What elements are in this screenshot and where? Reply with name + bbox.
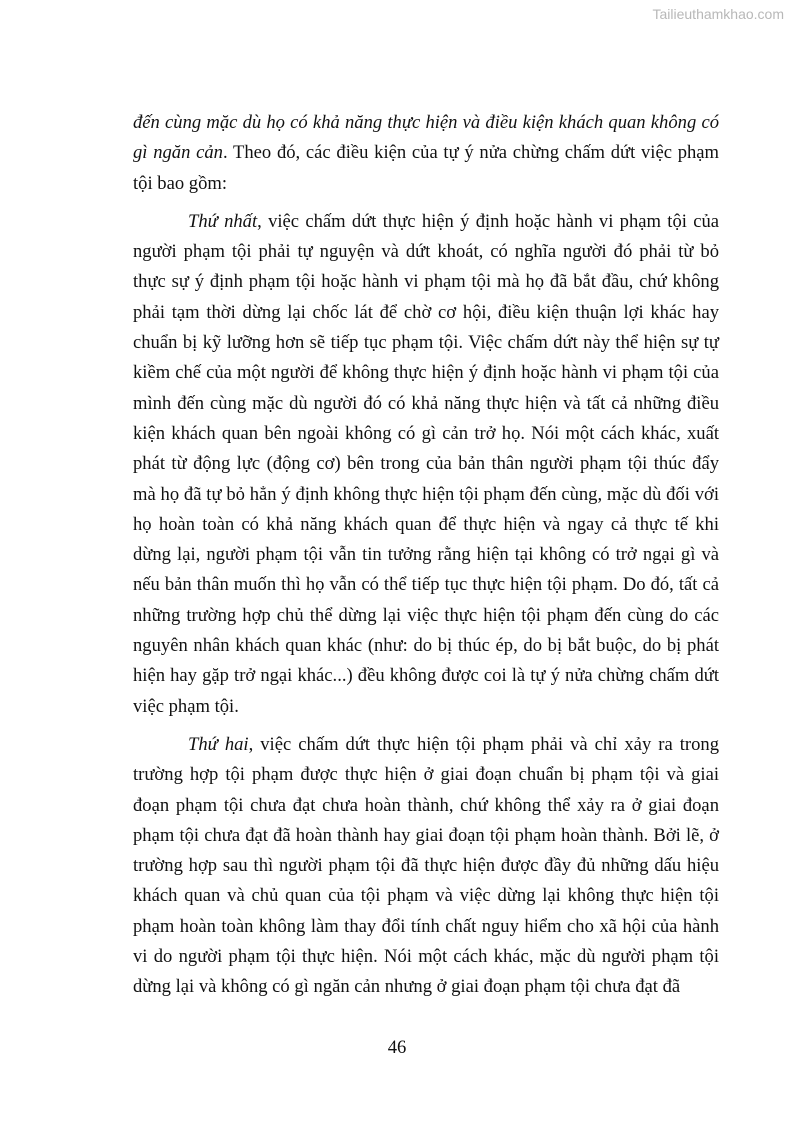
page-number: 46 [387,1037,407,1058]
paragraph-intro-italic: đến cùng mặc dù họ có khả năng thực hiện và điều kiện khách quan không có gì ngăn cản [133,112,719,164]
paragraph-second-text: , việc chấm dứt thực hiện tội phạm phải và chỉ xảy ra trong trường hợp tội phạm được thực hiện ở giai đoạn chuẩn bị phạm tội và giai đoạn phạm tội chưa đạt chưa hoàn thành, chứ không thể xảy ra ở giai đoạn phạm tội chưa đạt đã hoàn thành hay giai đoạn tội phạm hoàn thành. Bởi lẽ, ở trường hợp sau thì người phạm tội đã thực hiện được đầy đủ những dấu hiệu khách quan và chủ quan của tội phạm và việc dừng lại không thực hiện tội phạm hoàn toàn không làm thay đổi tính chất nguy hiểm cho xã hội của hành vi do người phạm tội thực hiện. Nói một cách khác, mặc dù người phạm tội dừng lại và không có gì ngăn cản nhưng ở giai đoạn phạm tội chưa đạt đã [133,733,719,998]
watermark-text: Tailieuthamkhao.com [652,6,784,22]
paragraph-second-heading: Thứ hai [188,733,249,755]
paragraph-second-condition [133,730,719,1003]
paragraph-first-heading: Thứ nhất [188,210,258,232]
document-body [133,108,719,1011]
paragraph-first-text: , việc chấm dứt thực hiện ý định hoặc hành vi phạm tội của người phạm tội phải tự nguyện và dứt khoát, có nghĩa người đó phải từ bỏ thực sự ý định phạm tội hoặc hành vi phạm tội mà họ đã bắt đầu, chứ không phải tạm thời dừng lại chốc lát để chờ cơ hội, điều kiện thuận lợi khác hay chuẩn bị kỹ lưỡng hơn sẽ tiếp tục phạm tội. Việc chấm dứt này thể hiện sự tự kiềm chế của một người để không thực hiện ý định hoặc hành vi phạm tội của mình đến cùng mặc dù người đó có khả năng thực hiện và tất cả những điều kiện khách quan bên ngoài không có gì cản trở họ. Nói một cách khác, xuất phát từ động lực (động cơ) bên trong của bản thân người phạm tội thúc đẩy mà họ đã tự bỏ hẳn ý định không thực hiện tội phạm đến cùng, mặc dù đối với họ hoàn toàn có khả năng khách quan để thực hiện và ngay cả thực tế khi dừng lại, người phạm tội vẫn tin tưởng rằng hiện tại không có trở ngại gì và nếu bản thân muốn thì họ vẫn có thể tiếp tục thực hiện tội phạm. Do đó, tất cả những trường hợp chủ thể dừng lại việc thực hiện tội phạm đến cùng do các nguyên nhân khách quan khác (như: do bị thúc ép, do bị bắt buộc, do bị phát hiện hay gặp trở ngại khác...) đều không được coi là tự ý nửa chừng chấm dứt việc phạm tội. [133,210,719,717]
paragraph-first-condition [133,207,719,722]
paragraph-intro-text: . Theo đó, các điều kiện của tự ý nửa chừng chấm dứt việc phạm tội bao gồm: [133,142,719,194]
paragraph-intro [133,108,719,199]
